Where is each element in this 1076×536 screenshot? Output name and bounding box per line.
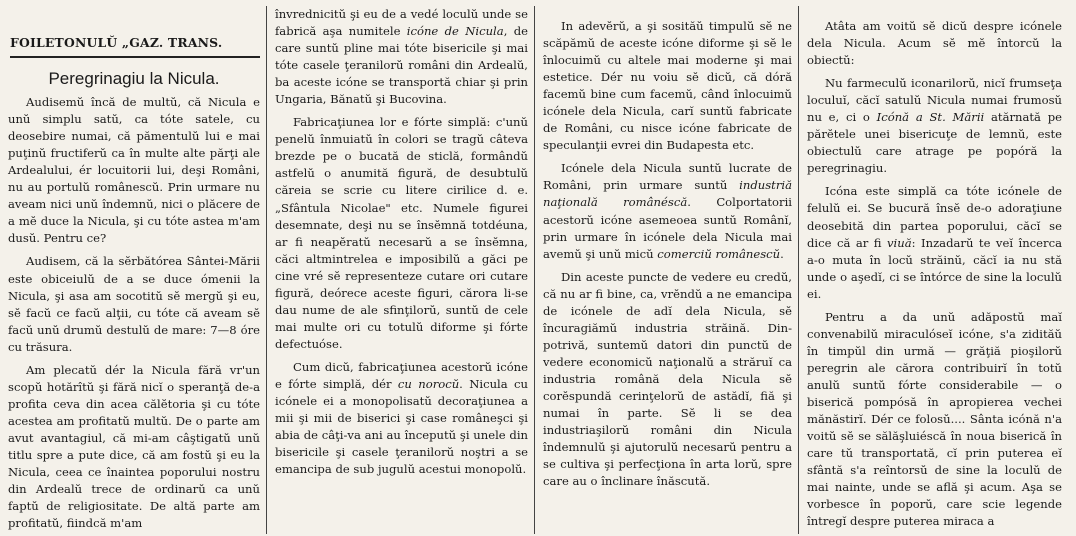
paragraph: Cum dicŭ, fabricaţiunea acestorŭ icóne e fórte simplă, dér cu norocŭ. Nicula cu icónele ei a monopolisatŭ decoraţiunea a mii şi mii de biserici şi case româneşci şi abia de câţi-va ani au începutŭ şi unele din bisericile şi casele ţeranilorŭ noştri a se emancipa de sub jugulŭ acestui monopolŭ. <box>275 359 528 477</box>
emphasis: cu norocŭ <box>397 376 460 391</box>
paragraph: Icóna este simplă ca tóte icónele de felulŭ ei. Se bucură însĕ de-o adoraţiune deosebită din partea poporului, căcĭ se dice că ar fi viuă: Inzadarŭ te veĭ încerca a-o muta în locŭ străinŭ, căcĭ ia nu stă unde o aşedĭ, ci se întórce de sine la loculŭ ei. <box>807 184 1062 301</box>
emphasis: Icónă a St. Mării <box>876 110 985 125</box>
paragraph: In adevĕrŭ, a şi sosităŭ timpulŭ sĕ ne scăpămŭ de aceste icóne diforme şi sĕ le înlocuimŭ cu altele mai moderne şi mai estetice. Dér nu voiu sĕ dicŭ, că dóră facemŭ bine cum facemŭ, când înlocuimŭ icónele dela Nicula, carĭ suntŭ fabricate de Români, cu nisce icóne fabricate de speculanţii evrei din Budapesta etc. <box>543 19 792 153</box>
article-title: Peregrinagiu la Nicula. <box>48 69 220 89</box>
emphasis: industriă naţională românéscă <box>543 178 792 210</box>
paragraph: Fabricaţiunea lor e fórte simplă: c'unŭ penelŭ înmuiatŭ în colori se tragŭ câteva brezde pe o bucată de sticlă, formândŭ astfelŭ o anumită figură, de desubtulŭ căreia se scrie cu litere cirilice d. e. „Sfântula Nicolae" etc. Numele figurei desemnate, deşi nu se însĕmnă totdéuna, ar fi neapĕratŭ necesarŭ a se însĕmna, căci altmintrelea e imposibilŭ a găci pe cine vré sĕ representeze cutare ori cutare figură, deórece aceste figuri, cărora li-se dau nume de ale sfinţilorŭ, suntŭ de cele mai multe ori cu totulŭ diforme şi fórte defectuóse. <box>275 115 528 351</box>
emphasis: icóne de Nicula <box>406 24 504 39</box>
emphasis: viuă <box>887 235 912 250</box>
column-2 <box>266 6 534 534</box>
paragraph: Audisemŭ încă de multŭ, că Nicula e unŭ simplu satŭ, ca tóte satele, cu deosebire numai, că pămentulŭ lui e mai puţinŭ fructiferŭ ca în multe alte părţi ale Ardealului, ér locuitorii lui, deşi Români, nu au portulŭ românescŭ. Prin urmare nu aveam nici unŭ îndemnŭ, nici o plăcere de a mĕ duce la Nicula, şi cu tóte astea m'am dusŭ. Pentru ce? <box>8 95 260 246</box>
column-4 <box>798 6 1068 534</box>
emphasis: comerciŭ românescŭ <box>657 246 781 261</box>
paragraph: Audisem, că la sĕrbătórea Sântei-Mării este obiceiulŭ de a se duce ómenii la Nicula, şi asa am socotitŭ sĕ mergŭ şi eu, sĕ facŭ ce facŭ alţii, cu tóte că aveam sĕ facŭ unŭ drumŭ destulŭ de mare: 7—8 óre cu trăsura. <box>8 254 260 354</box>
paragraph: Pentru a da unŭ adăpostŭ maĭ convenabilŭ miraculóseĭ icóne, s'a zidităŭ în timpŭl din urmă — grăţiă pioşilorŭ peregrin ale cărora contribuirĭ în totŭ anulŭ suntŭ fórte considerabile — o biserică pompósă în apropierea vechei mănăstirĭ. Dér ce folosŭ.... Sânta icónă n'a voitŭ sĕ se sălăşluiéscă în noua biserică în care tŭ transportată, cĭ prin puterea eĭ sfântă s'a reîntorsŭ de sine la loculŭ de mai nainte, unde se află şi acum. Aşa se vorbesce în poporŭ, care scie legende întregĭ despre puterea miraca a <box>807 309 1062 529</box>
paragraph: Atâta am voitŭ sĕ dicŭ despre icónele dela Nicula. Acum sĕ mĕ întorcŭ la obiectŭ: <box>807 19 1062 68</box>
column-3 <box>534 6 798 534</box>
column-1 <box>4 6 266 534</box>
paragraph: Icónele dela Nicula suntŭ lucrate de Români, prin urmare suntŭ industriă naţională românéscă. Colportatorii acestorŭ icóne asemeoea suntŭ Românĭ, prin urmare în icónele dela Nicula mai avemŭ şi unŭ micŭ comerciŭ românescŭ. <box>543 161 792 261</box>
feuilleton-header: FOILETONULŬ „GAZ. TRANS. <box>10 34 260 58</box>
paragraph: Am plecatŭ dér la Nicula fără vr'un scopŭ hotărîtŭ şi fără nicĭ o speranţă de-a profita ceva din acea călĕtoria şi cu tóte acestea am profitatŭ multŭ. De o parte am avut avantagiul, că mi-am câştigatŭ unŭ titlu spre a pute dice, că am fostŭ şi eu la Nicula, ceea ce înaintea poporului nostru din Ardealŭ trece de ordinarŭ ca unŭ faptŭ de religiositate. De altă parte am profitatŭ, fiindcă m'am <box>8 362 260 531</box>
paragraph: Nu farmeculŭ iconarilorŭ, nicĭ frumseţa loculuĭ, căcĭ satulŭ Nicula numai frumosŭ nu e, ci o Icónă a St. Mării atărnată pe părĕtele unei bisericuţe de lemnŭ, este obiectulŭ care atrage pe popóră la peregrinagiu. <box>807 76 1062 176</box>
paragraph: învrednicitŭ şi eu de a vedé loculŭ unde se fabrică aşa numitele icóne de Nicula, de care suntŭ pline mai tóte bisericile şi mai tóte casele ţeranilorŭ români din Ardealŭ, ba aceste icóne se transportă chiar şi prin Ungaria, Bănatŭ şi Bucovina. <box>275 7 528 107</box>
paragraph: Din aceste puncte de vedere eu credŭ, că nu ar fi bine, ca, vrĕndŭ a ne emancipa de icónele de adĭ dela Nicula, sĕ încuragiămŭ industria străină. Din-potrivă, suntemŭ datori din punctŭ de vedere economicŭ naţionalŭ a străruĭ ca industria română dela Nicula sĕ corĕspundă cerinţelorŭ de astădĭ, fiă şi numai în parte. Sĕ li se dea industriaşilorŭ români din Nicula îndemnulŭ şi ajutorulŭ necesarŭ pentru a se cultiva şi perfecţiona în arta lorŭ, spre care au o înclinare înăscută. <box>543 269 792 489</box>
